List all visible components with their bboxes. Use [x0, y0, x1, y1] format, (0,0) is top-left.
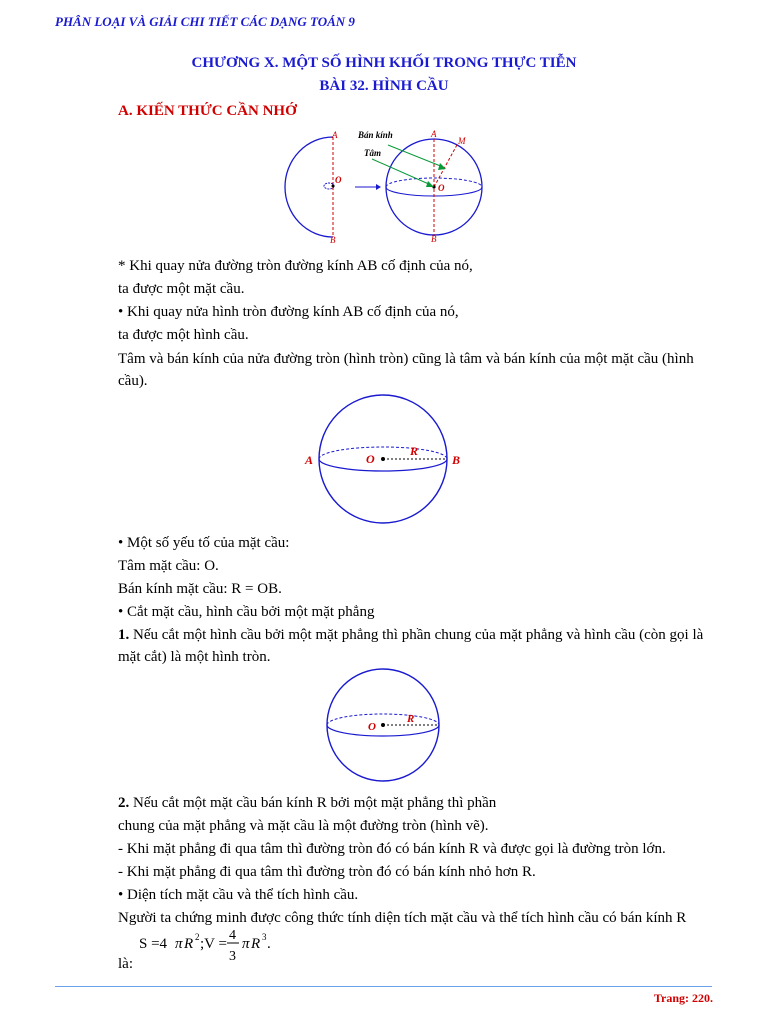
item-number-2: 2. — [118, 795, 130, 811]
label-r: R — [410, 444, 419, 458]
formula-dot: . — [267, 936, 271, 952]
paragraph-1b: ta được một mặt cầu. — [118, 281, 245, 297]
formula-exp-3: 3 — [262, 932, 267, 942]
label-r: R — [407, 713, 415, 725]
paragraph-1a: * Khi quay nửa đường tròn đường kính AB cố định của nó, — [118, 258, 473, 274]
semicircle-arc — [285, 137, 333, 237]
formula-r-2: R — [251, 936, 261, 952]
formula-v-left: ;V = — [200, 936, 227, 952]
label-a: A — [305, 453, 314, 467]
formula-numerator: 4 — [229, 928, 236, 943]
radius-pointer — [388, 145, 443, 167]
paragraph-7: • Cắt mặt cầu, hình cầu bởi một mặt phẳng — [118, 604, 375, 620]
paragraph-9 — [118, 792, 718, 814]
label-a-right: A — [431, 129, 437, 139]
label-b: B — [452, 453, 461, 467]
paragraph-8 — [118, 624, 716, 668]
label-b-left: B — [330, 235, 336, 245]
center-point — [381, 457, 385, 461]
section-a-heading: A. KIẾN THỨC CẦN NHỚ — [118, 103, 297, 119]
paragraph-5: Tâm mặt cầu: O. — [118, 558, 219, 574]
formula-pi: π — [175, 936, 183, 952]
formula-denominator: 3 — [229, 949, 236, 964]
sphere-figure — [300, 392, 470, 527]
label-o-left: O — [335, 175, 342, 185]
label-tam: Tâm — [364, 148, 381, 158]
paragraph-13: • Diện tích mặt cầu và thể tích hình cầu. — [118, 887, 359, 903]
paragraph-12: - Khi mặt phẳng đi qua tâm thì đường tròn đó có bán kính nhỏ hơn R. — [118, 864, 536, 880]
paragraph-10: chung của mặt phẳng và mặt cầu là một đường tròn (hình vẽ). — [118, 818, 489, 834]
paragraph-3: Tâm và bán kính của nửa đường tròn (hình tròn) cũng là tâm và bán kính của một mặt cầu (hình cầu). — [118, 351, 694, 389]
center-pointer — [372, 159, 431, 185]
lesson-title: BÀI 32. HÌNH CẦU — [319, 78, 449, 94]
chapter-title: CHƯƠNG X. MỘT SỐ HÌNH KHỐI TRONG THỰC TIỄN — [191, 55, 577, 71]
arrow-head-icon — [376, 184, 381, 190]
footer-divider — [55, 986, 712, 987]
paragraph-4: • Một số yếu tố của mặt cầu: — [118, 535, 290, 551]
label-ban-kinh: Bán kính — [358, 130, 393, 140]
paragraph-6: Bán kính mặt cầu: R = OB. — [118, 581, 282, 597]
label-o-right: O — [438, 183, 445, 193]
rotation-figure — [280, 125, 500, 250]
paragraph-2b: ta được một hình cầu. — [118, 327, 249, 343]
label-m: M — [458, 136, 466, 146]
label-a-left: A — [332, 130, 338, 140]
label-b-right: B — [431, 234, 437, 244]
formula-r: R — [184, 936, 194, 952]
formula-exp-2: 2 — [195, 932, 200, 942]
cross-section-figure — [320, 668, 450, 788]
center-point — [381, 723, 385, 727]
page-header: PHÂN LOẠI VÀ GIẢI CHI TIẾT CÁC DẠNG TOÁN 9 — [55, 14, 355, 29]
center-pointer-head-icon — [426, 181, 434, 187]
item-number-1: 1. — [118, 627, 130, 643]
paragraph-8-text: Nếu cắt một hình cầu bởi một mặt phẳng thì phần chung của mặt phẳng và hình cầu (còn gọi là mặt cắt) là một hình tròn. — [118, 627, 704, 665]
formula-s-left: S =4 — [139, 936, 168, 952]
page-number: Trang: 220. — [653, 991, 713, 1005]
formula-pi-2: π — [242, 936, 250, 952]
paragraph-14: Người ta chứng minh được công thức tính diện tích mặt cầu và thể tích hình cầu có bán kính R — [118, 910, 687, 926]
radius-pointer-head-icon — [438, 163, 446, 170]
paragraph-2a: • Khi quay nửa hình tròn đường kính AB cố định của nó, — [118, 304, 459, 320]
paragraph-9-text: Nếu cắt một mặt cầu bán kính R bởi một mặt phẳng thì phần — [129, 795, 497, 811]
paragraph-15: là: — [118, 956, 133, 972]
label-o: O — [366, 452, 375, 466]
label-o: O — [368, 721, 376, 733]
paragraph-11: - Khi mặt phẳng đi qua tâm thì đường tròn đó có bán kính R và được gọi là đường tròn lớn. — [118, 841, 666, 857]
